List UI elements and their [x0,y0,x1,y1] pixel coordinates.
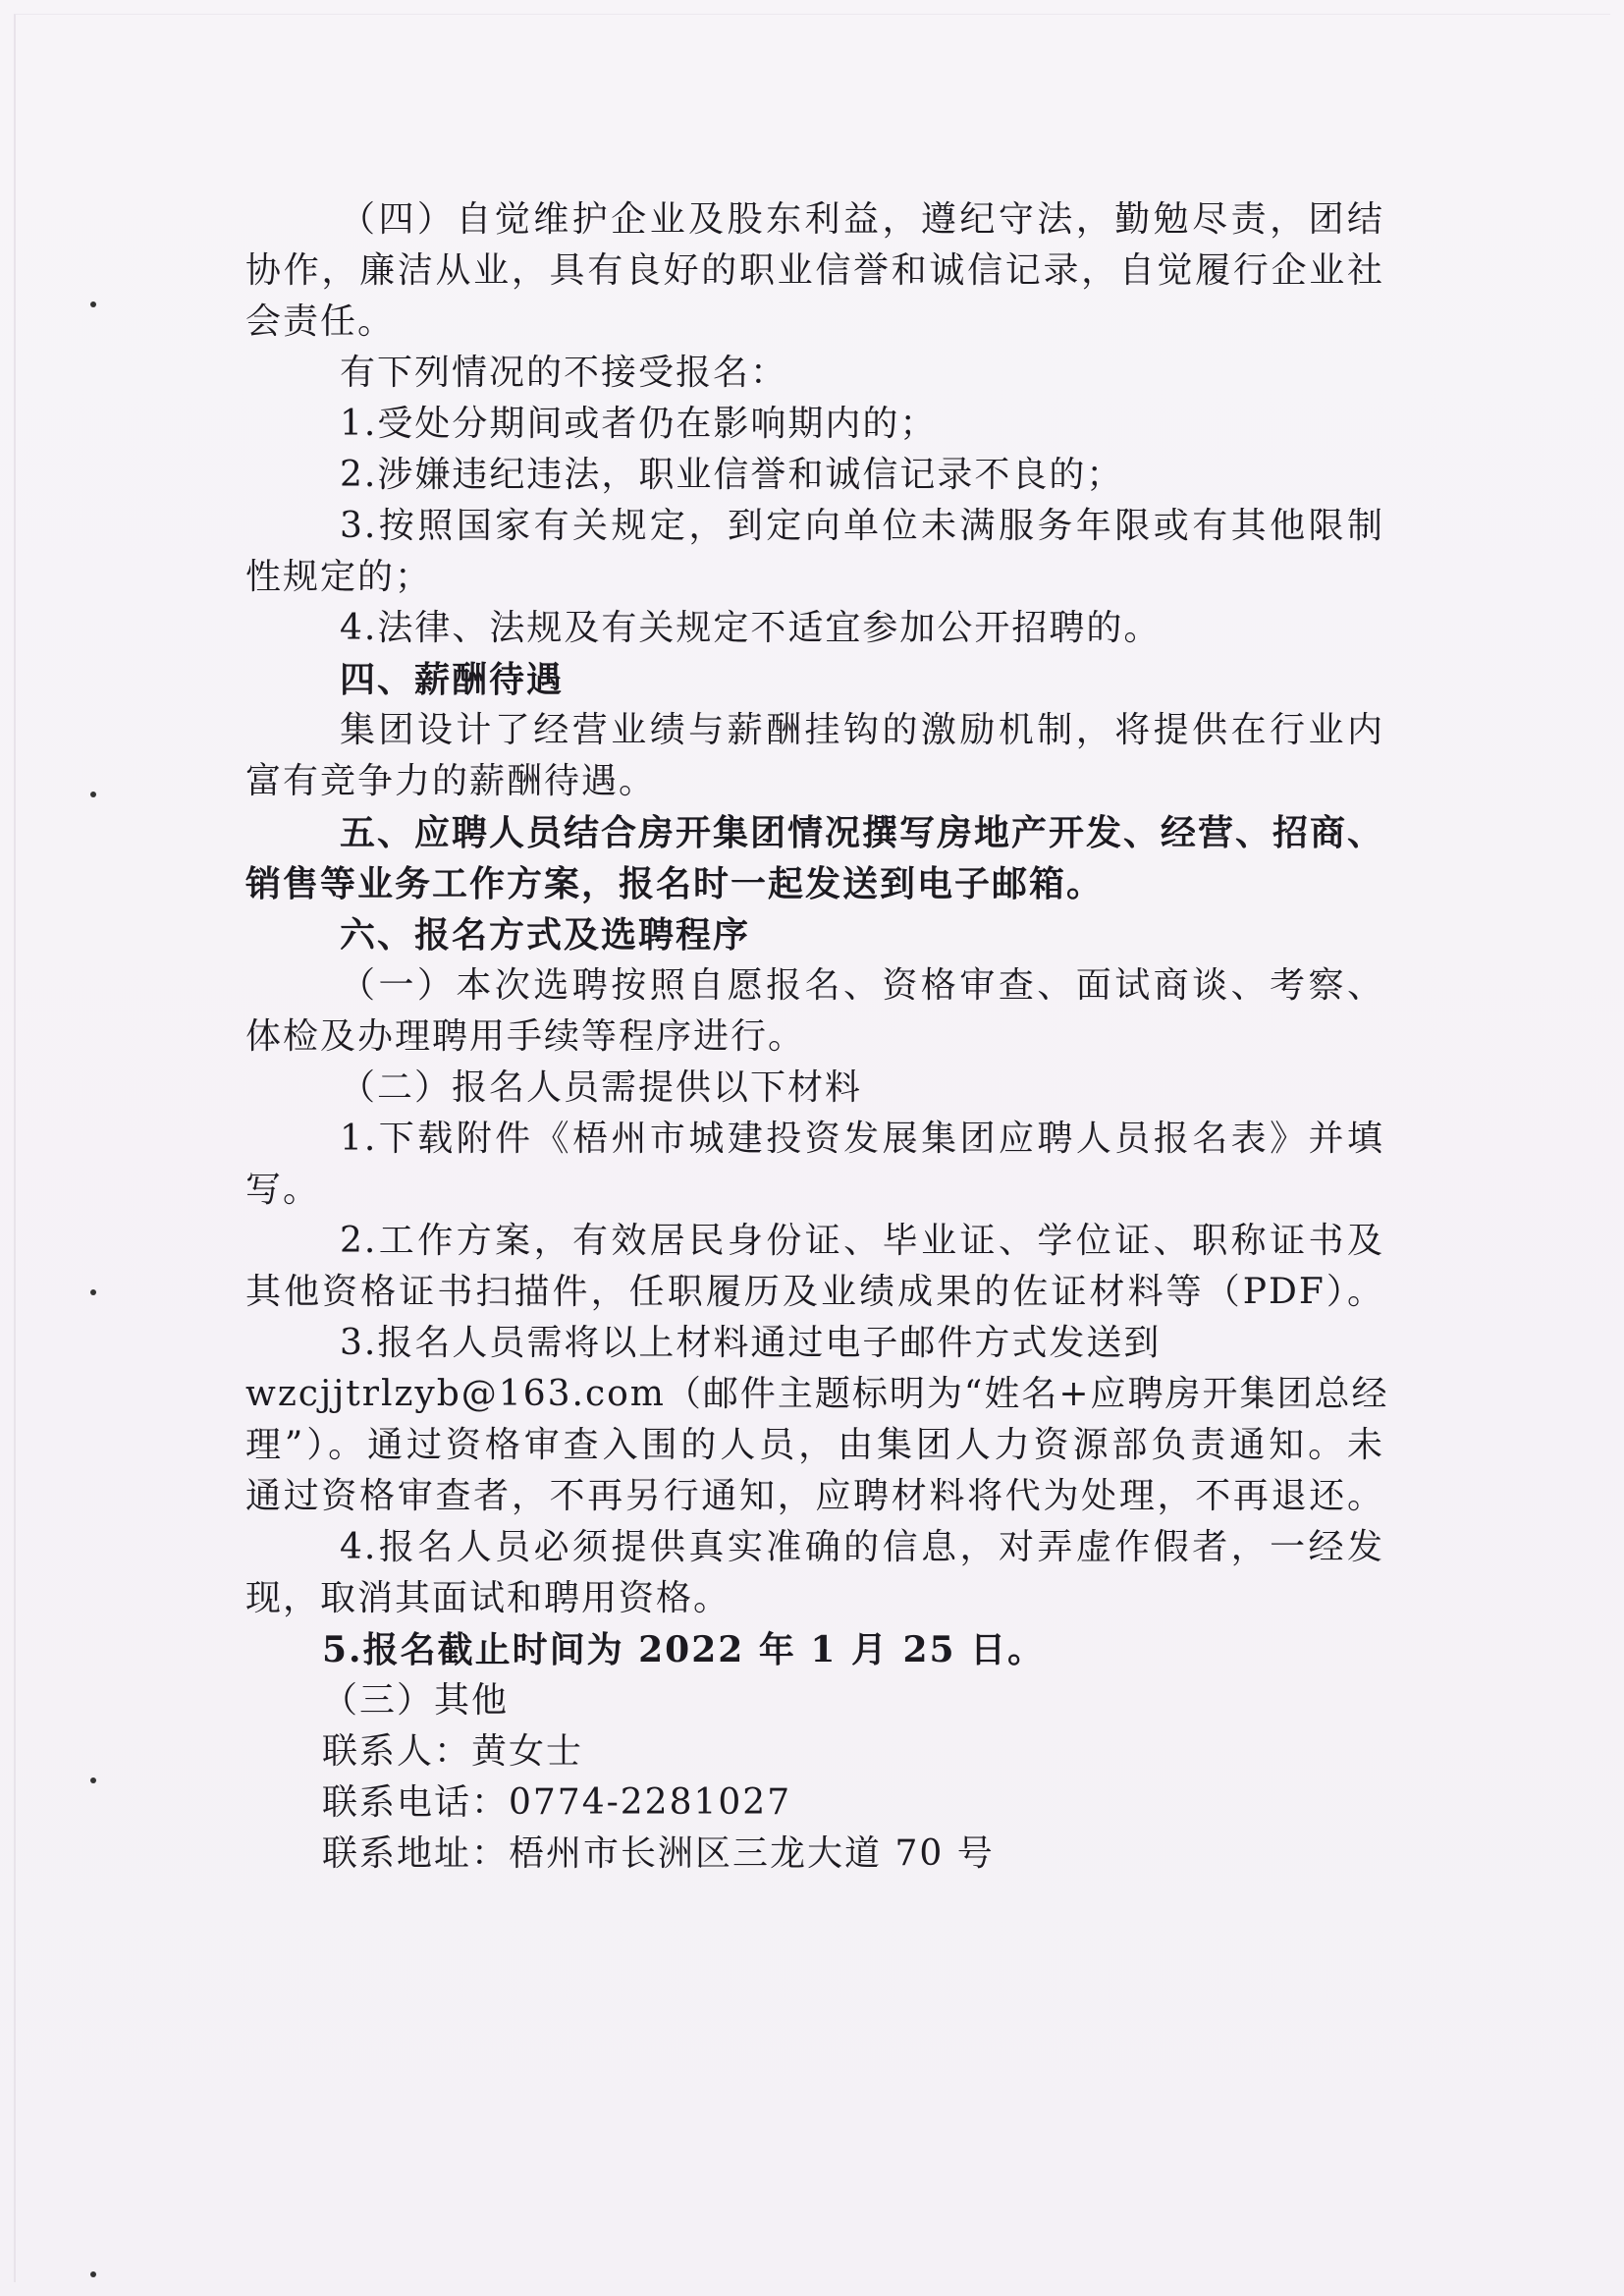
binding-hole-mark [90,1289,96,1295]
paragraph-line [245,756,656,807]
line-text: 六、报名方式及选聘程序 [340,914,751,956]
paragraph-line [245,246,1384,297]
section-heading-line [322,1624,1045,1675]
line-text: 2.工作方案，有效居民身份证、毕业证、学位证、职称证书及 [340,1221,1384,1261]
line-text: 集团设计了经营业绩与薪酬挂钩的激励机制，将提供在行业内 [340,710,1384,750]
line-text: 销售等业务工作方案，报名时一起发送到电子邮箱。 [245,863,1105,904]
line-text: （四）自觉维护企业及股东利益，遵纪守法，勤勉尽责，团结 [340,199,1384,240]
paragraph-line [340,348,787,399]
line-text: 5.报名截止时间为 2022 年 1 月 25 日。 [322,1629,1046,1670]
paragraph-line [245,297,395,348]
line-text: （三）其他 [322,1680,510,1721]
binding-hole-mark [90,1777,96,1783]
binding-hole-mark [90,2271,96,2277]
line-text: 联系电话：0774-2281027 [322,1782,792,1823]
paragraph-line [340,1318,1161,1369]
binding-hole-mark [90,301,96,307]
paragraph-line [340,501,1384,552]
paragraph-line [340,1114,1384,1165]
line-text: 富有竞争力的薪酬待遇。 [245,761,657,801]
line-text: 性规定的； [245,557,433,597]
section-heading-line [340,909,750,960]
paragraph-line [245,1573,731,1624]
section-heading-line [340,654,564,705]
line-text: 四、薪酬待遇 [340,659,565,700]
line-text: 1.下载附件《梧州市城建投资发展集团应聘人员报名表》并填 [340,1119,1384,1159]
line-text: 会责任。 [245,301,396,342]
paragraph-line [245,1420,1384,1471]
line-text: 现，取消其面试和聘用资格。 [245,1578,731,1618]
line-text: 2.涉嫌违纪违法，职业信誉和诚信记录不良的； [340,455,1124,495]
paragraph-line [245,1471,1384,1522]
paragraph-line [340,194,1384,246]
paragraph-line [245,1011,805,1063]
line-text: 理”）。通过资格审查入围的人员，由集团人力资源部负责通知。未 [245,1425,1384,1465]
line-text: 1.受处分期间或者仍在影响期内的； [340,404,938,444]
paragraph-line [245,1267,1384,1318]
line-text: 联系人：黄女士 [322,1731,584,1772]
paragraph-line [340,705,1384,756]
section-heading-line [340,807,1384,858]
paragraph-line [340,399,937,450]
paragraph-line [340,450,1123,501]
line-text: 联系地址：梧州市长洲区三龙大道 70 号 [322,1833,995,1874]
line-text: wzcjjtrlzyb@163.com（邮件主题标明为“姓名+应聘房开集团总经 [245,1374,1389,1414]
line-text: 4.法律、法规及有关规定不适宜参加公开招聘的。 [340,608,1162,648]
line-text: （一）本次选聘按照自愿报名、资格审查、面试商谈、考察、 [340,965,1384,1006]
line-text: 4.报名人员必须提供真实准确的信息，对弄虚作假者，一经发 [340,1527,1384,1567]
line-text: （二）报名人员需提供以下材料 [340,1067,863,1108]
paragraph-line [322,1777,791,1829]
paragraph-line [340,1063,862,1114]
paragraph-line [340,1522,1384,1573]
paragraph-line [245,1165,320,1216]
paragraph-line [245,1369,1389,1420]
line-text: 其他资格证书扫描件，任职履历及业绩成果的佐证材料等（PDF）。 [245,1272,1384,1312]
paragraph-line [340,960,1384,1011]
paragraph-line [322,1726,583,1777]
paragraph-line [322,1829,995,1880]
line-text: 通过资格审查者，不再另行通知，应聘材料将代为处理，不再退还。 [245,1476,1384,1516]
section-heading-line [245,858,1104,909]
paragraph-line [340,1216,1384,1267]
line-text: 体检及办理聘用手续等程序进行。 [245,1016,806,1057]
paragraph-line [245,552,432,603]
line-text: 协作，廉洁从业，具有良好的职业信誉和诚信记录，自觉履行企业社 [245,250,1384,291]
line-text: 五、应聘人员结合房开集团情况撰写房地产开发、经营、招商、 [340,812,1385,853]
paragraph-line [340,603,1161,654]
paragraph-line [322,1675,509,1726]
line-text: 3.按照国家有关规定，到定向单位未满服务年限或有其他限制 [340,506,1384,546]
line-text: 有下列情况的不接受报名： [340,353,788,393]
binding-hole-mark [90,792,96,797]
line-text: 3.报名人员需将以上材料通过电子邮件方式发送到 [340,1323,1162,1363]
line-text: 写。 [245,1170,321,1210]
